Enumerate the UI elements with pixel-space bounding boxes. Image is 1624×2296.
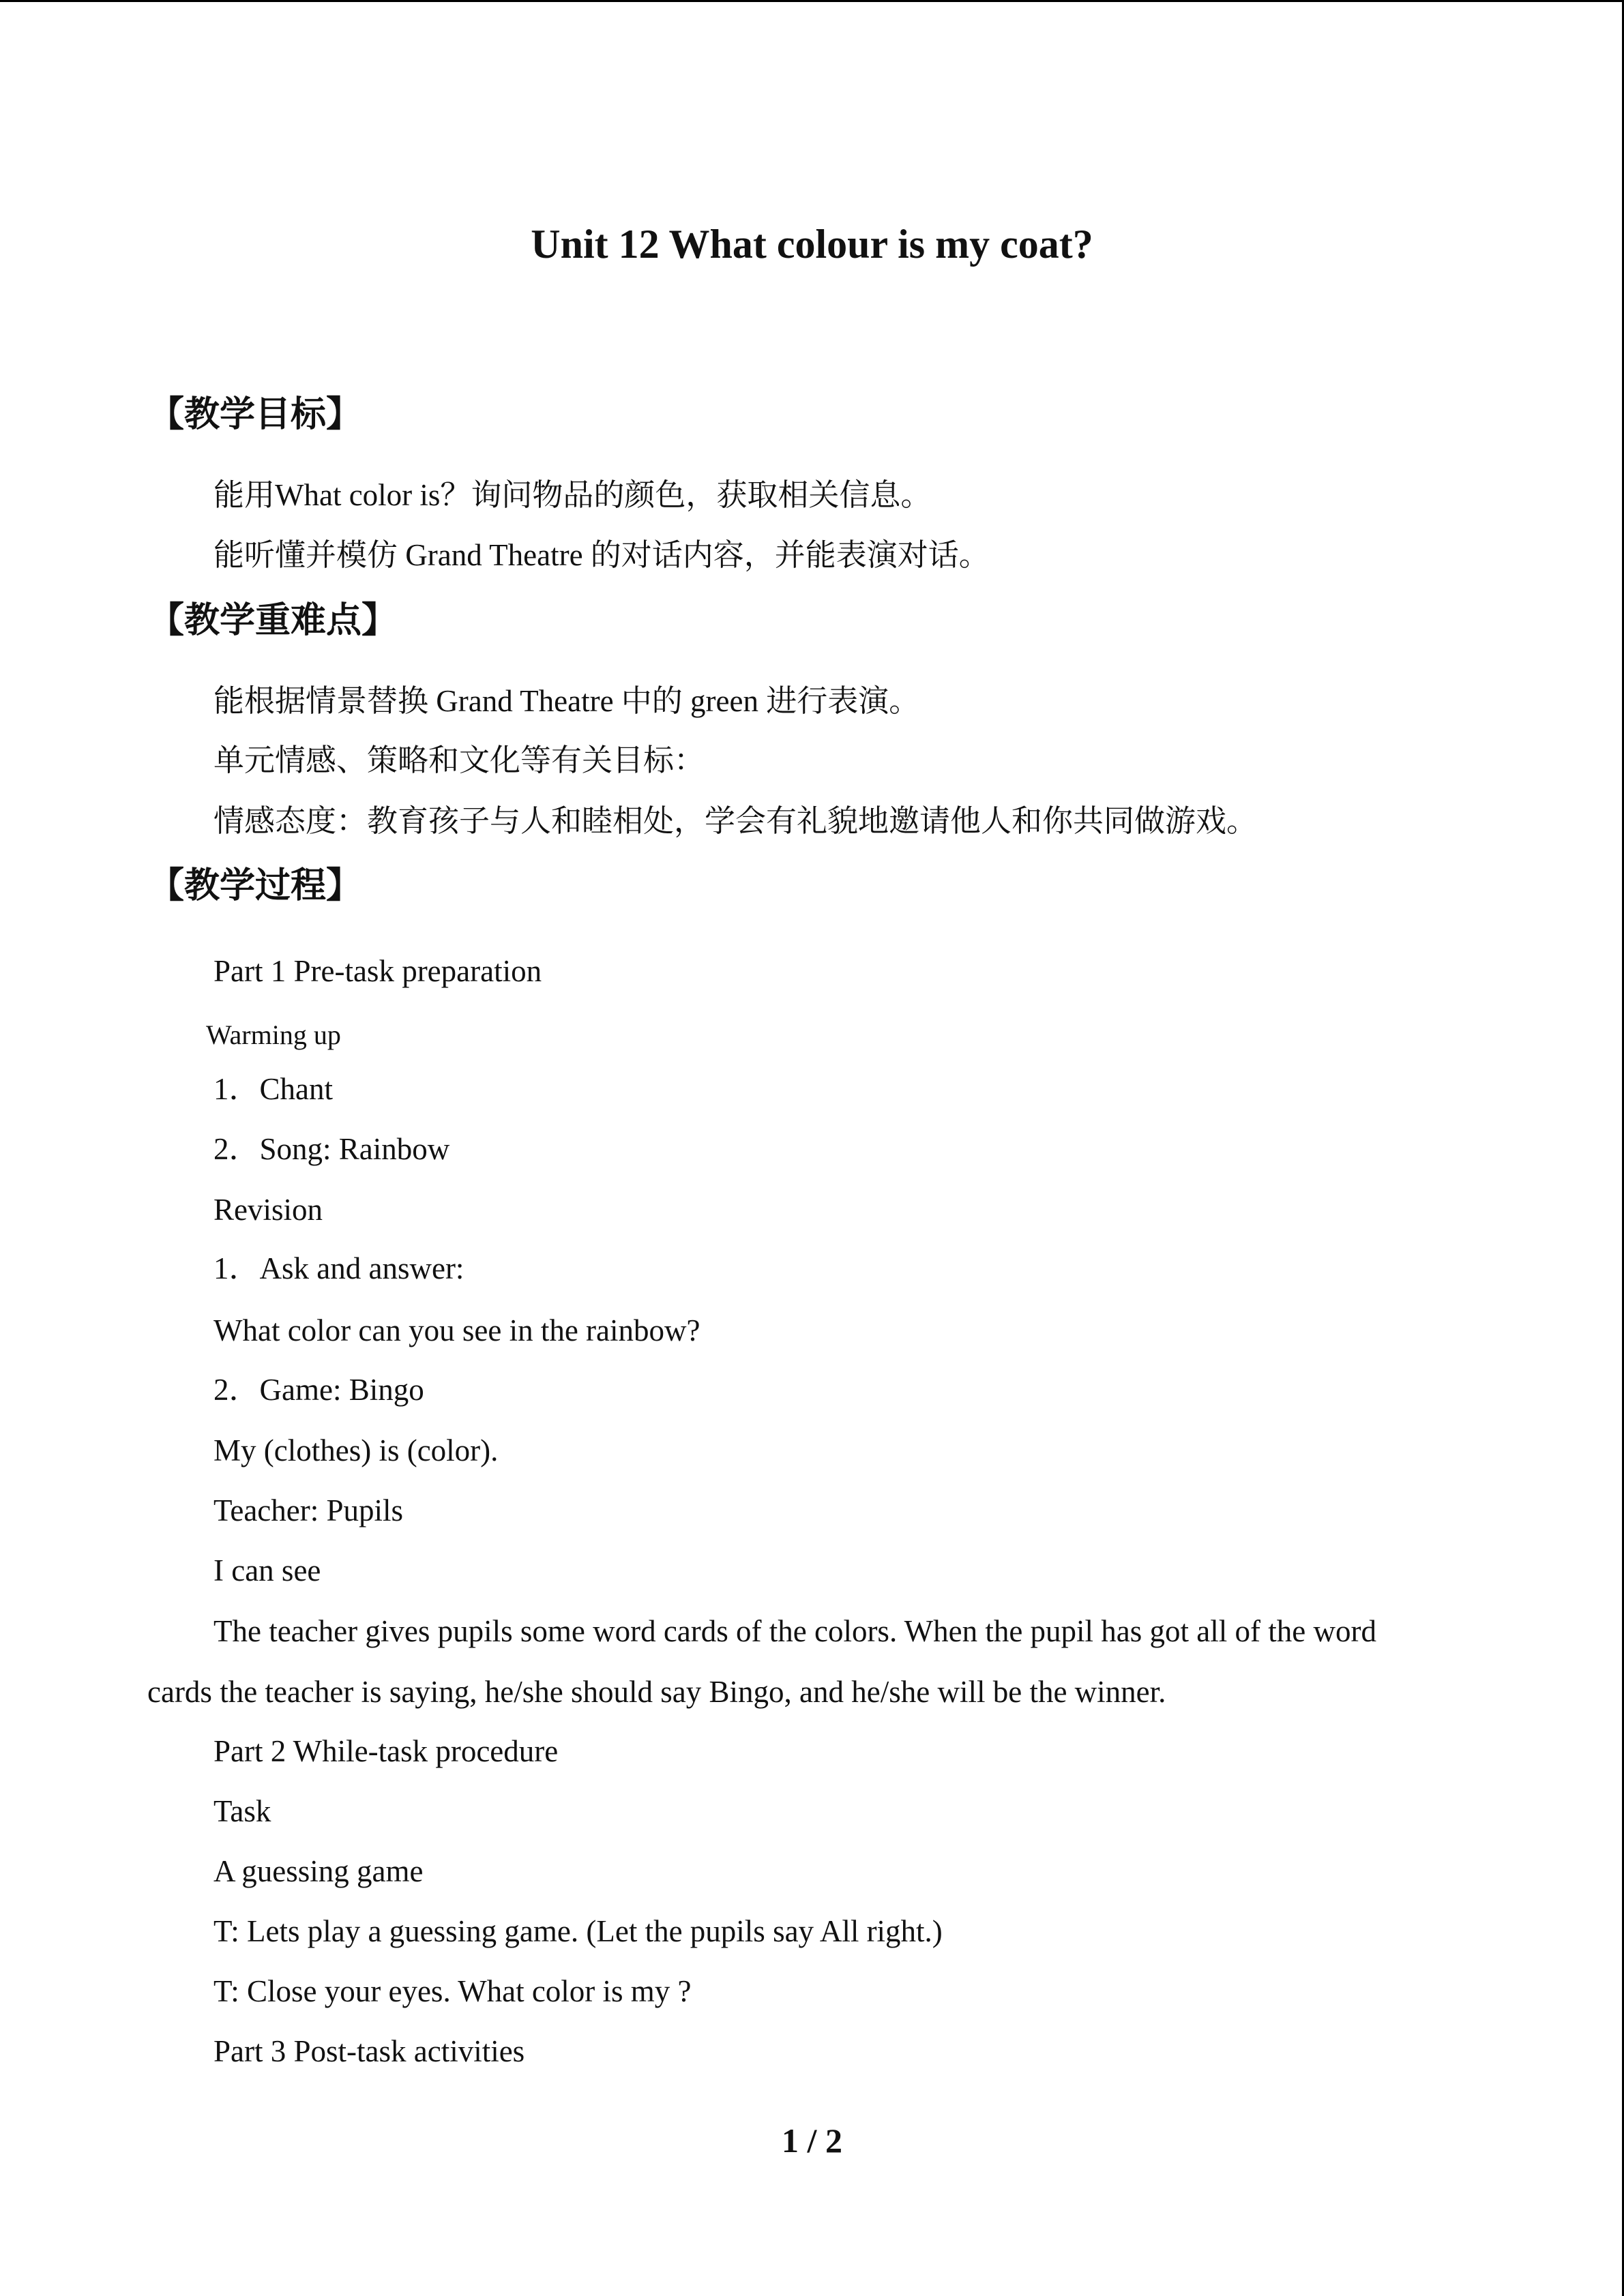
- process-line: 2．Game: Bingo: [213, 1373, 424, 1407]
- process-line: Part 2 While-task procedure: [213, 1734, 559, 1768]
- process-line: 1．Chant: [213, 1072, 333, 1106]
- key-point-line-3: 情感态度：教育孩子与人和睦相处，学会有礼貌地邀请他人和你共同做游戏。: [213, 804, 1258, 838]
- page-number: 1 / 2: [782, 2121, 842, 2160]
- process-line: Part 1 Pre-task preparation: [213, 954, 542, 988]
- process-heading: 【教学过程】: [149, 865, 362, 906]
- process-line: I can see: [213, 1553, 321, 1587]
- process-line: What color can you see in the rainbow?: [213, 1313, 700, 1347]
- objective-line-2: 能听懂并模仿 Grand Theatre 的对话内容，并能表演对话。: [213, 538, 990, 572]
- process-line: Warming up: [206, 1019, 341, 1050]
- process-line: Task: [213, 1794, 271, 1828]
- process-paragraph-line-1: The teacher gives pupils some word cards of the colors. When the pupil has got all of the word: [213, 1614, 1376, 1648]
- objective-line-1: 能用What color is？询问物品的颜色，获取相关信息。: [213, 478, 932, 512]
- key-point-line-1: 能根据情景替换 Grand Theatre 中的 green 进行表演。: [213, 684, 920, 718]
- process-line: A guessing game: [213, 1854, 424, 1888]
- process-line: 2．Song: Rainbow: [213, 1132, 450, 1166]
- process-line: Teacher: Pupils: [213, 1493, 404, 1527]
- process-line: T: Close your eyes. What color is my ?: [213, 1974, 692, 2008]
- process-line: T: Lets play a guessing game. (Let the pupils say All right.): [213, 1914, 943, 1948]
- key-point-line-2: 单元情感、策略和文化等有关目标：: [213, 743, 705, 777]
- process-line: 1．Ask and answer:: [213, 1251, 464, 1285]
- process-line: My (clothes) is (color).: [213, 1433, 499, 1467]
- process-line: Revision: [213, 1193, 323, 1227]
- process-paragraph-line-2: cards the teacher is saying, he/she should say Bingo, and he/she will be the winner.: [147, 1675, 1166, 1709]
- key-points-heading: 【教学重难点】: [149, 600, 398, 641]
- document-title: Unit 12 What colour is my coat?: [531, 222, 1093, 267]
- process-line: Part 3 Post-task activities: [213, 2034, 525, 2068]
- objectives-heading: 【教学目标】: [149, 394, 362, 435]
